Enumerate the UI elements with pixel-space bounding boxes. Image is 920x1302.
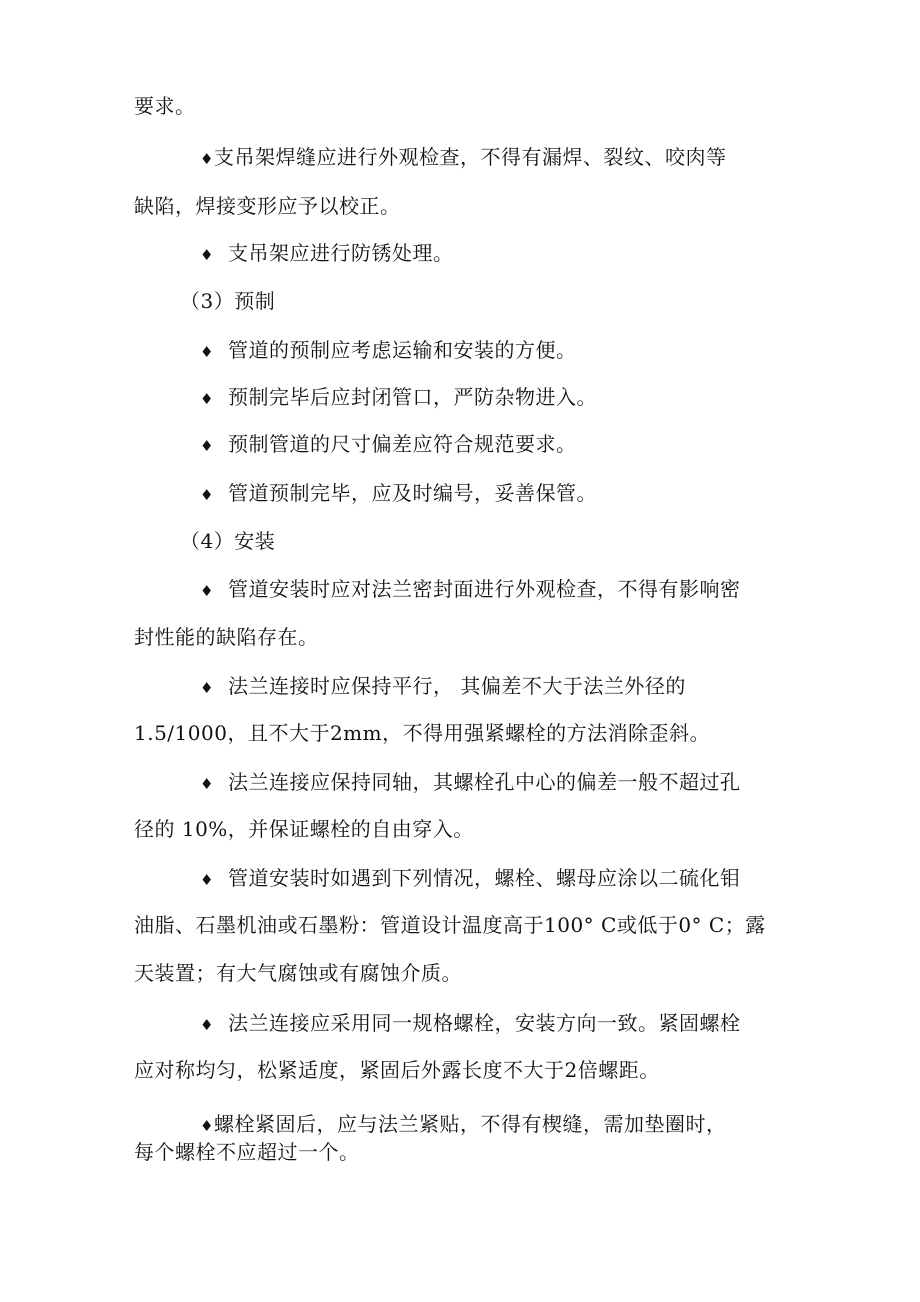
text-line-content: 天装置；有大气腐蚀或有腐蚀介质。 (134, 961, 462, 985)
diamond-bullet-icon: ♦ (200, 871, 214, 889)
diamond-bullet-icon: ♦ (200, 1016, 214, 1034)
diamond-bullet-icon: ♦ (200, 343, 214, 361)
text-line (134, 625, 319, 649)
bullet-item-text: 管道的预制应考虑运输和安装的方便。 (228, 338, 577, 362)
text-line (134, 721, 710, 745)
diamond-bullet-icon: ♦ (200, 246, 214, 264)
bullet-item (200, 674, 686, 700)
section-heading (180, 289, 275, 313)
diamond-bullet-icon: ♦ (200, 1117, 214, 1135)
bullet-item (200, 481, 597, 507)
text-line (134, 94, 196, 118)
bullet-item (200, 241, 454, 267)
section-heading-text: （3）预制 (180, 289, 276, 313)
bullet-item (200, 338, 577, 364)
bullet-item (200, 1011, 741, 1037)
bullet-item-text: 预制完毕后应封闭管口，严防杂物进入。 (228, 385, 597, 409)
text-line-content: 径的 10%，并保证螺栓的自由穿入。 (134, 817, 474, 841)
text-line-content: 要求。 (134, 94, 196, 118)
bullet-item (200, 432, 577, 458)
text-line-content: 每个螺栓不应超过一个。 (134, 1140, 360, 1164)
bullet-item-text: 支吊架焊缝应进行外观检查，不得有漏焊、裂纹、咬肉等 (213, 145, 727, 169)
bullet-item-text: 支吊架应进行防锈处理。 (228, 241, 454, 265)
text-line-content: 缺陷，焊接变形应予以校正。 (134, 194, 401, 218)
diamond-bullet-icon: ♦ (200, 775, 214, 793)
diamond-bullet-icon: ♦ (200, 390, 214, 408)
bullet-item-text: 螺栓紧固后，应与法兰紧贴，不得有楔缝，需加垫圈时， (213, 1112, 727, 1136)
bullet-item (200, 577, 741, 603)
bullet-item-text: 管道安装时应对法兰密封面进行外观检查，不得有影响密 (228, 577, 741, 601)
text-line-content: 1.5/1000，且不大于2mm，不得用强紧螺栓的方法消除歪斜。 (134, 721, 711, 745)
bullet-item-text: 法兰连接应保持同轴，其螺栓孔中心的偏差一般不超过孔 (228, 770, 741, 794)
bullet-item (200, 770, 741, 796)
diamond-bullet-icon: ♦ (200, 582, 214, 600)
text-line-content: 油脂、石墨机油或石墨粉：管道设计温度高于100° C或低于0° C；露 (134, 913, 766, 937)
diamond-bullet-icon: ♦ (200, 437, 214, 455)
text-line-content: 封性能的缺陷存在。 (134, 625, 319, 649)
bullet-item-text: 法兰连接时应保持平行， 其偏差不大于法兰外径的 (228, 674, 686, 698)
diamond-bullet-icon: ♦ (200, 679, 214, 697)
text-line (134, 1140, 360, 1164)
bullet-item-text: 管道预制完毕，应及时编号，妥善保管。 (228, 481, 597, 505)
bullet-item (200, 1112, 726, 1138)
text-line-content: 应对称均匀，松紧适度，紧固后外露长度不大于2倍螺距。 (134, 1058, 660, 1082)
bullet-item-text: 法兰连接应采用同一规格螺栓，安装方向一致。紧固螺栓 (228, 1011, 741, 1035)
text-line (134, 194, 401, 218)
text-line (134, 1058, 660, 1082)
diamond-bullet-icon: ♦ (200, 150, 214, 168)
bullet-item (200, 866, 741, 892)
bullet-item (200, 145, 726, 171)
bullet-item-text: 预制管道的尺寸偏差应符合规范要求。 (228, 432, 577, 456)
bullet-item-text: 管道安装时如遇到下列情况，螺栓、螺母应涂以二硫化钼 (228, 866, 741, 890)
section-heading (180, 529, 275, 553)
section-heading-text: （4）安装 (180, 529, 276, 553)
text-line (134, 817, 474, 841)
diamond-bullet-icon: ♦ (200, 486, 214, 504)
text-line (134, 961, 462, 985)
text-line (134, 913, 766, 937)
bullet-item (200, 385, 597, 411)
